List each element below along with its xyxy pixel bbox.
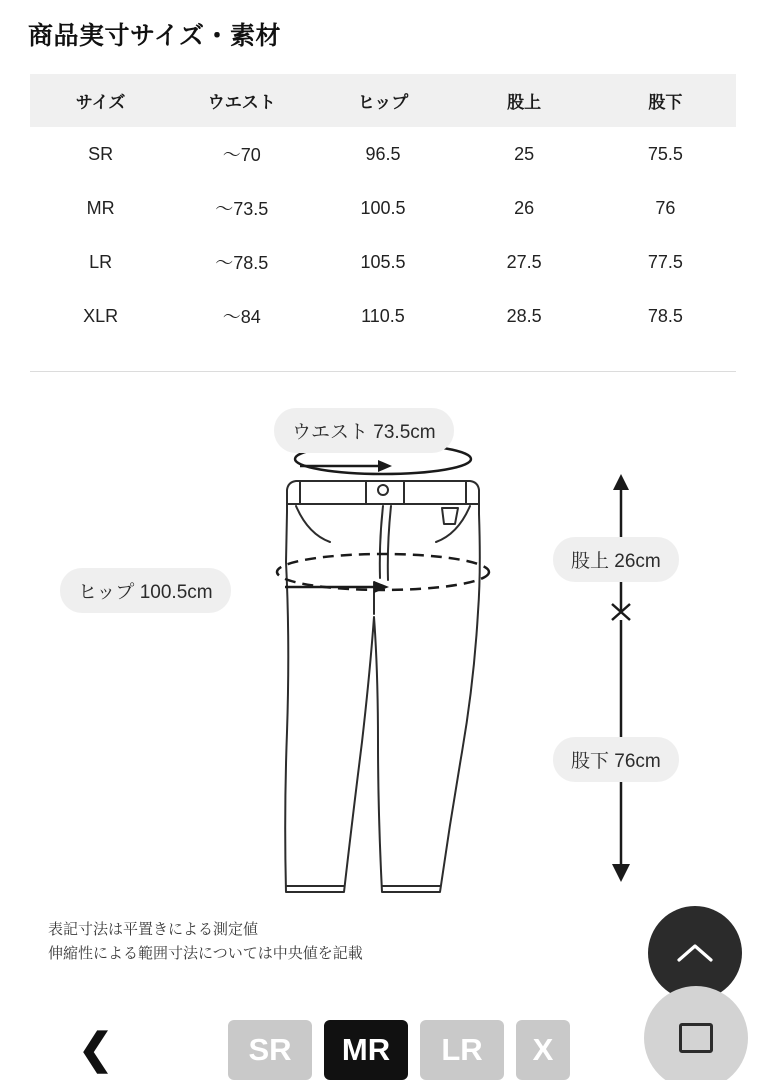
note-line-2: 伸縮性による範囲寸法については中央値を記載: [48, 945, 363, 962]
table-cell: 77.5: [647, 251, 683, 272]
back-button[interactable]: ❮: [78, 1025, 114, 1072]
table-cell: 〜73.5: [215, 199, 269, 219]
table-cell: MR: [86, 197, 115, 218]
table-cell: 96.5: [365, 143, 401, 164]
size-table: [30, 74, 736, 343]
table-row: [30, 289, 736, 343]
table-header-cell: サイズ: [30, 74, 171, 127]
table-header-cell: 股下: [595, 74, 736, 127]
table-cell: 〜78.5: [215, 253, 269, 273]
page-title: 商品実寸サイズ・素材: [28, 22, 282, 50]
size-selector: [228, 1020, 570, 1080]
table-cell: 26: [514, 197, 535, 218]
table-header-cell: ヒップ: [312, 74, 453, 127]
table-cell: 76: [655, 197, 676, 218]
table-cell: 27.5: [506, 251, 542, 272]
table-cell: 100.5: [360, 197, 406, 218]
note-line-1: 表記寸法は平置きによる測定値: [48, 921, 259, 938]
inseam-measure-label: 股下 76cm: [553, 737, 679, 782]
size-chip-mr[interactable]: MR: [324, 1020, 408, 1080]
table-cell: SR: [88, 143, 114, 164]
table-header-row: [30, 74, 736, 127]
table-cell: 25: [514, 143, 535, 164]
table-cell: 75.5: [647, 143, 683, 164]
measurement-diagram: [0, 382, 766, 942]
pants-illustration: [0, 382, 766, 942]
table-cell: 78.5: [647, 305, 683, 326]
section-divider: [30, 371, 736, 372]
cart-button[interactable]: [644, 986, 748, 1080]
table-cell: 28.5: [506, 305, 542, 326]
table-row: [30, 127, 736, 181]
table-header-cell: ウエスト: [171, 74, 312, 127]
table-cell: XLR: [83, 305, 119, 326]
chevron-up-icon: [675, 940, 715, 966]
table-row: [30, 235, 736, 289]
hip-measure-ellipse: [277, 554, 489, 590]
table-cell: 〜84: [222, 307, 261, 327]
size-chip-sr[interactable]: SR: [228, 1020, 312, 1080]
rise-measure-label: 股上 26cm: [553, 537, 679, 582]
table-header-cell: 股上: [454, 74, 595, 127]
bottom-bar: [0, 1016, 766, 1080]
size-chip-lr[interactable]: LR: [420, 1020, 504, 1080]
table-cell: 105.5: [360, 251, 406, 272]
table-cell: 110.5: [361, 305, 405, 326]
shopping-bag-icon: [679, 1023, 713, 1053]
table-cell: LR: [89, 251, 113, 272]
hip-measure-label: ヒップ 100.5cm: [60, 568, 231, 613]
waist-measure-label: ウエスト 73.5cm: [274, 408, 454, 453]
table-row: [30, 181, 736, 235]
size-chip-xlr[interactable]: X: [516, 1020, 570, 1080]
table-cell: 〜70: [222, 145, 261, 165]
measurement-note: [48, 918, 363, 966]
